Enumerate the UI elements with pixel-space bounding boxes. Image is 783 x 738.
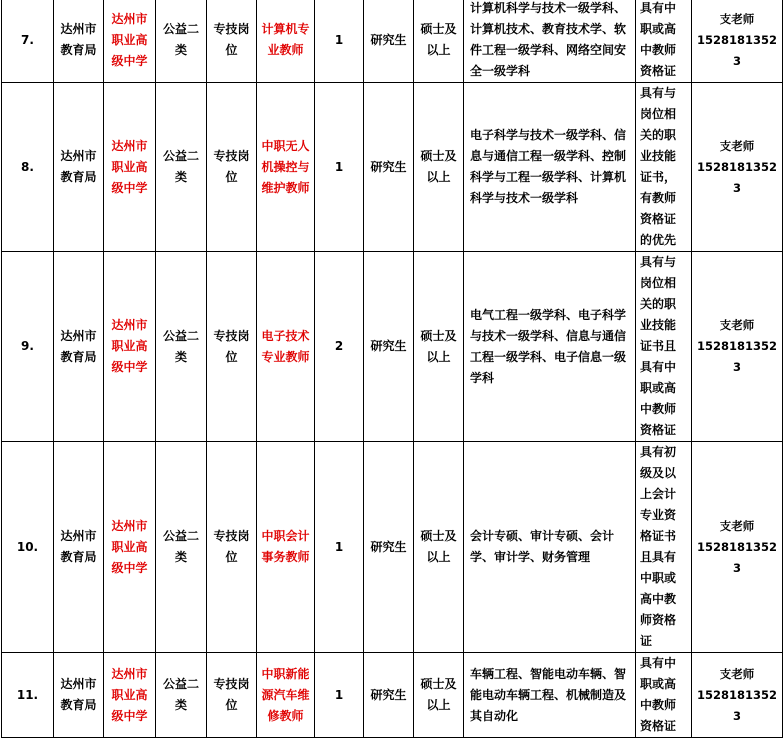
contact-phone: 15281813523	[696, 159, 778, 195]
contact-phone: 15281813523	[696, 687, 778, 723]
school-cell: 达州市职业高级中学	[104, 83, 156, 252]
department-cell: 达州市教育局	[54, 252, 104, 442]
contact-cell	[692, 83, 783, 252]
table-row	[2, 653, 783, 738]
post-name-cell: 中职无人机操控与维护教师	[257, 83, 315, 252]
degree-cell: 硕士及以上	[414, 0, 464, 83]
post-type-cell: 专技岗位	[207, 0, 257, 83]
degree-cell: 硕士及以上	[414, 442, 464, 653]
education-cell: 研究生	[364, 653, 414, 738]
requirements-cell: 具有中职或高中教师资格证	[636, 0, 692, 83]
school-cell: 达州市职业高级中学	[104, 0, 156, 83]
education-cell: 研究生	[364, 0, 414, 83]
headcount-cell: 2	[315, 252, 364, 442]
degree-cell: 硕士及以上	[414, 83, 464, 252]
school-cell: 达州市职业高级中学	[104, 252, 156, 442]
degree-cell: 硕士及以上	[414, 252, 464, 442]
category-cell: 公益二类	[156, 653, 207, 738]
row-number: 10.	[2, 442, 54, 653]
major-cell: 车辆工程、智能电动车辆、智能电动车辆工程、机械制造及其自动化	[464, 653, 636, 738]
education-cell: 研究生	[364, 252, 414, 442]
table-body	[2, 0, 783, 738]
row-number: 7.	[2, 0, 54, 83]
requirements-cell: 具有中职或高中教师资格证	[636, 653, 692, 738]
education-cell: 研究生	[364, 83, 414, 252]
post-type-cell: 专技岗位	[207, 83, 257, 252]
major-cell: 会计专硕、审计专硕、会计学、审计学、财务管理	[464, 442, 636, 653]
major-cell: 计算机科学与技术一级学科、计算机技术、教育技术学、软件工程一级学科、网络空间安全一级学科	[464, 0, 636, 83]
table-row	[2, 0, 783, 83]
department-cell: 达州市教育局	[54, 0, 104, 83]
category-cell: 公益二类	[156, 252, 207, 442]
requirements-cell: 具有与岗位相关的职业技能证书，有教师资格证的优先	[636, 83, 692, 252]
post-type-cell: 专技岗位	[207, 442, 257, 653]
post-name-cell: 电子技术专业教师	[257, 252, 315, 442]
school-cell: 达州市职业高级中学	[104, 442, 156, 653]
department-cell: 达州市教育局	[54, 83, 104, 252]
contact-cell	[692, 252, 783, 442]
department-cell: 达州市教育局	[54, 653, 104, 738]
row-number: 9.	[2, 252, 54, 442]
headcount-cell: 1	[315, 653, 364, 738]
table-row	[2, 83, 783, 252]
major-cell: 电气工程一级学科、电子科学与技术一级学科、信息与通信工程一级学科、电子信息一级学科	[464, 252, 636, 442]
category-cell: 公益二类	[156, 0, 207, 83]
contact-cell	[692, 442, 783, 653]
table-row	[2, 252, 783, 442]
headcount-cell: 1	[315, 442, 364, 653]
headcount-cell: 1	[315, 0, 364, 83]
contact-phone: 15281813523	[696, 32, 778, 68]
contact-phone: 15281813523	[696, 339, 778, 374]
major-cell: 电子科学与技术一级学科、信息与通信工程一级学科、控制科学与工程一级学科、计算机科学与技术一级学科	[464, 83, 636, 252]
headcount-cell: 1	[315, 83, 364, 252]
degree-cell: 硕士及以上	[414, 653, 464, 738]
contact-name: 支老师	[719, 318, 755, 332]
contact-name: 支老师	[719, 138, 755, 153]
table-row	[2, 442, 783, 653]
recruitment-table	[1, 0, 783, 738]
school-cell: 达州市职业高级中学	[104, 653, 156, 738]
category-cell: 公益二类	[156, 442, 207, 653]
requirements-cell: 具有与岗位相关的职业技能证书且具有中职或高中教师资格证	[636, 252, 692, 442]
education-cell: 研究生	[364, 442, 414, 653]
post-name-cell: 计算机专业教师	[257, 0, 315, 83]
department-cell: 达州市教育局	[54, 442, 104, 653]
contact-phone: 15281813523	[696, 539, 778, 575]
contact-cell	[692, 653, 783, 738]
post-type-cell: 专技岗位	[207, 252, 257, 442]
contact-name: 支老师	[719, 666, 755, 681]
contact-name: 支老师	[719, 11, 755, 26]
contact-cell	[692, 0, 783, 83]
category-cell: 公益二类	[156, 83, 207, 252]
row-number: 8.	[2, 83, 54, 252]
post-name-cell: 中职会计事务教师	[257, 442, 315, 653]
post-type-cell: 专技岗位	[207, 653, 257, 738]
post-name-cell: 中职新能源汽车维修教师	[257, 653, 315, 738]
requirements-cell: 具有初级及以上会计专业资格证书且具有中职或高中教师资格证	[636, 442, 692, 653]
contact-name: 支老师	[719, 518, 755, 533]
row-number: 11.	[2, 653, 54, 738]
